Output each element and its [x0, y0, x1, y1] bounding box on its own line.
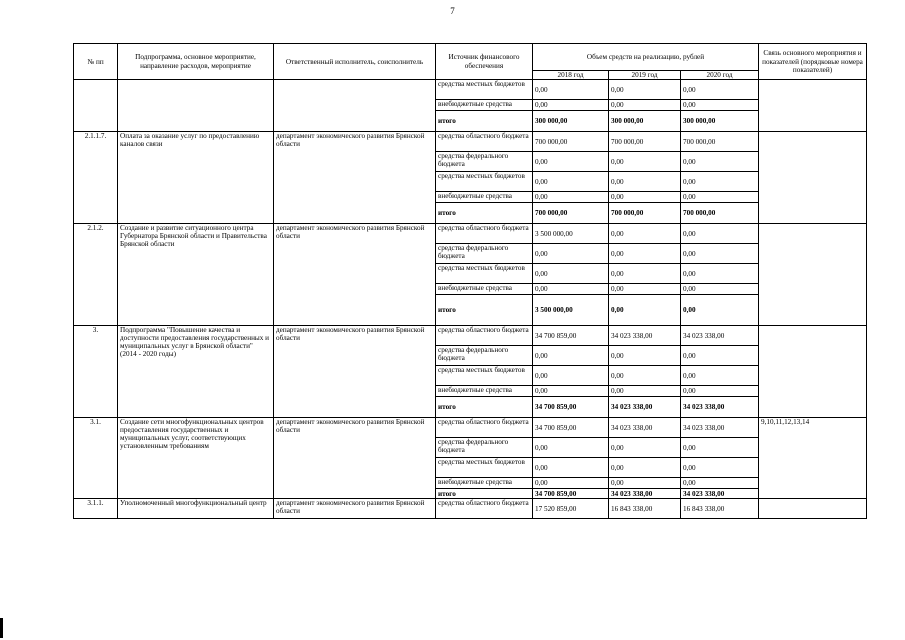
- value-2020: 16 843 338,00: [681, 499, 759, 519]
- header-num: № пп: [74, 44, 118, 80]
- source-cell: средства областного бюджета: [436, 418, 533, 438]
- source-cell: средства федерального бюджета: [436, 438, 533, 458]
- source-cell: средства местных бюджетов: [436, 172, 533, 192]
- value-2020: 0,00: [681, 244, 759, 264]
- value-2020: 0,00: [681, 366, 759, 386]
- value-2019: 34 023 338,00: [609, 489, 681, 499]
- value-2018: 700 000,00: [533, 132, 609, 152]
- value-2018: 700 000,00: [533, 203, 609, 224]
- row-number: 2.1.1.7.: [74, 132, 118, 224]
- value-2019: 0,00: [609, 172, 681, 192]
- value-2018: 0,00: [533, 366, 609, 386]
- value-2018: 0,00: [533, 172, 609, 192]
- value-2018: 34 700 859,00: [533, 489, 609, 499]
- row-number: 3.: [74, 326, 118, 418]
- value-2019: 0,00: [609, 224, 681, 244]
- value-2020: 0,00: [681, 172, 759, 192]
- source-total: итого: [436, 203, 533, 224]
- source-cell: внебюджетные средства: [436, 284, 533, 295]
- value-2018: 0,00: [533, 284, 609, 295]
- source-cell: средства местных бюджетов: [436, 264, 533, 284]
- source-cell: средства областного бюджета: [436, 132, 533, 152]
- executor: департамент экономического развития Брянской области: [274, 418, 436, 499]
- table-row: [74, 80, 867, 100]
- value-2018: 34 700 859,00: [533, 397, 609, 418]
- value-2020: 0,00: [681, 192, 759, 203]
- value-2020: 700 000,00: [681, 132, 759, 152]
- value-2020: 0,00: [681, 458, 759, 478]
- value-2020: 0,00: [681, 438, 759, 458]
- scan-edge-mark: [0, 618, 3, 638]
- value-2018: 0,00: [533, 192, 609, 203]
- header-2020: 2020 год: [681, 71, 759, 80]
- table-row: [74, 224, 867, 244]
- row-number: 2.1.2.: [74, 224, 118, 326]
- value-2019: 0,00: [609, 438, 681, 458]
- value-2020: 34 023 338,00: [681, 326, 759, 346]
- value-2018: 0,00: [533, 244, 609, 264]
- value-2019: 0,00: [609, 244, 681, 264]
- measure-name: Создание и развитие ситуационного центра Губернатора Брянской области и Правительства Брянской области: [118, 224, 274, 326]
- value-2019: 0,00: [609, 346, 681, 366]
- value-2020: 700 000,00: [681, 203, 759, 224]
- source-cell: средства областного бюджета: [436, 499, 533, 519]
- indicator-link: [759, 499, 867, 519]
- source-cell: средства областного бюджета: [436, 224, 533, 244]
- source-total: итого: [436, 295, 533, 326]
- value-2020: 0,00: [681, 295, 759, 326]
- table-row: [74, 326, 867, 346]
- executor: департамент экономического развития Брянской области: [274, 499, 436, 519]
- source-total: итого: [436, 111, 533, 132]
- measure-name: Уполномоченный многофункциональный центр: [118, 499, 274, 519]
- value-2018: 0,00: [533, 100, 609, 111]
- value-2020: 34 023 338,00: [681, 489, 759, 499]
- value-2020: 0,00: [681, 152, 759, 172]
- value-2020: 0,00: [681, 346, 759, 366]
- value-2019: 34 023 338,00: [609, 397, 681, 418]
- header-volume: Объем средств на реализацию, рублей: [533, 44, 759, 71]
- value-2020: 34 023 338,00: [681, 397, 759, 418]
- row-number: 3.1.1.: [74, 499, 118, 519]
- header-2019: 2019 год: [609, 71, 681, 80]
- value-2019: 0,00: [609, 192, 681, 203]
- source-cell: средства местных бюджетов: [436, 80, 533, 100]
- value-2018: 34 700 859,00: [533, 418, 609, 438]
- indicator-link: 9,10,11,12,13,14: [759, 418, 867, 499]
- source-cell: внебюджетные средства: [436, 478, 533, 489]
- table-row: [74, 499, 867, 519]
- source-cell: средства местных бюджетов: [436, 458, 533, 478]
- measure-name: Создание сети многофункциональных центров предоставления государственных и муниципальных услуг, соответствующих установленным требованиям: [118, 418, 274, 499]
- value-2019: 34 023 338,00: [609, 418, 681, 438]
- table-row: [74, 132, 867, 152]
- value-2019: 300 000,00: [609, 111, 681, 132]
- value-2019: 16 843 338,00: [609, 499, 681, 519]
- value-2018: 0,00: [533, 80, 609, 100]
- source-cell: внебюджетные средства: [436, 192, 533, 203]
- executor: департамент экономического развития Брянской области: [274, 132, 436, 224]
- source-total: итого: [436, 489, 533, 499]
- value-2019: 34 023 338,00: [609, 326, 681, 346]
- header-source: Источник финансового обеспечения: [436, 44, 533, 80]
- executor: департамент экономического развития Брянской области: [274, 326, 436, 418]
- value-2020: 0,00: [681, 100, 759, 111]
- indicator-link: [759, 132, 867, 224]
- value-2020: 0,00: [681, 284, 759, 295]
- value-2019: 0,00: [609, 478, 681, 489]
- value-2018: 17 520 859,00: [533, 499, 609, 519]
- value-2019: 0,00: [609, 295, 681, 326]
- header-executor: Ответственный исполнитель, соисполнитель: [274, 44, 436, 80]
- value-2019: 0,00: [609, 152, 681, 172]
- value-2019: 700 000,00: [609, 203, 681, 224]
- source-total: итого: [436, 397, 533, 418]
- value-2020: 300 000,00: [681, 111, 759, 132]
- source-cell: средства федерального бюджета: [436, 346, 533, 366]
- value-2019: 0,00: [609, 366, 681, 386]
- value-2019: 0,00: [609, 100, 681, 111]
- value-2020: 34 023 338,00: [681, 418, 759, 438]
- value-2019: 0,00: [609, 80, 681, 100]
- source-cell: средства федерального бюджета: [436, 244, 533, 264]
- value-2020: 0,00: [681, 264, 759, 284]
- value-2018: 300 000,00: [533, 111, 609, 132]
- measure-name: Оплата за оказание услуг по предоставлению каналов связи: [118, 132, 274, 224]
- executor: департамент экономического развития Брянской области: [274, 224, 436, 326]
- source-cell: средства местных бюджетов: [436, 366, 533, 386]
- indicator-link: [759, 224, 867, 326]
- value-2018: 3 500 000,00: [533, 295, 609, 326]
- value-2018: 0,00: [533, 478, 609, 489]
- source-cell: средства областного бюджета: [436, 326, 533, 346]
- source-cell: внебюджетные средства: [436, 386, 533, 397]
- value-2019: 700 000,00: [609, 132, 681, 152]
- source-cell: внебюджетные средства: [436, 100, 533, 111]
- header-link: Связь основного мероприятия и показателей (порядковые номера показателей): [759, 44, 867, 80]
- value-2020: 0,00: [681, 386, 759, 397]
- value-2018: 34 700 859,00: [533, 326, 609, 346]
- value-2018: 0,00: [533, 386, 609, 397]
- budget-table: [73, 43, 867, 519]
- page-number: 7: [450, 6, 455, 16]
- row-number: 3.1.: [74, 418, 118, 499]
- table-row: [74, 418, 867, 438]
- header-2018: 2018 год: [533, 71, 609, 80]
- value-2019: 0,00: [609, 284, 681, 295]
- source-cell: средства федерального бюджета: [436, 152, 533, 172]
- value-2019: 0,00: [609, 458, 681, 478]
- value-2018: 0,00: [533, 152, 609, 172]
- value-2019: 0,00: [609, 386, 681, 397]
- value-2018: 0,00: [533, 264, 609, 284]
- value-2018: 0,00: [533, 346, 609, 366]
- value-2018: 3 500 000,00: [533, 224, 609, 244]
- measure-name: Подпрограмма "Повышение качества и доступности предоставления государственных и муниципальных услуг в Брянской области" (2014 - 2020 годы): [118, 326, 274, 418]
- value-2020: 0,00: [681, 478, 759, 489]
- indicator-link: [759, 326, 867, 418]
- header-subprogram: Подпрограмма, основное мероприятие, направление расходов, мероприятие: [118, 44, 274, 80]
- value-2020: 0,00: [681, 224, 759, 244]
- value-2018: 0,00: [533, 438, 609, 458]
- value-2018: 0,00: [533, 458, 609, 478]
- value-2020: 0,00: [681, 80, 759, 100]
- value-2019: 0,00: [609, 264, 681, 284]
